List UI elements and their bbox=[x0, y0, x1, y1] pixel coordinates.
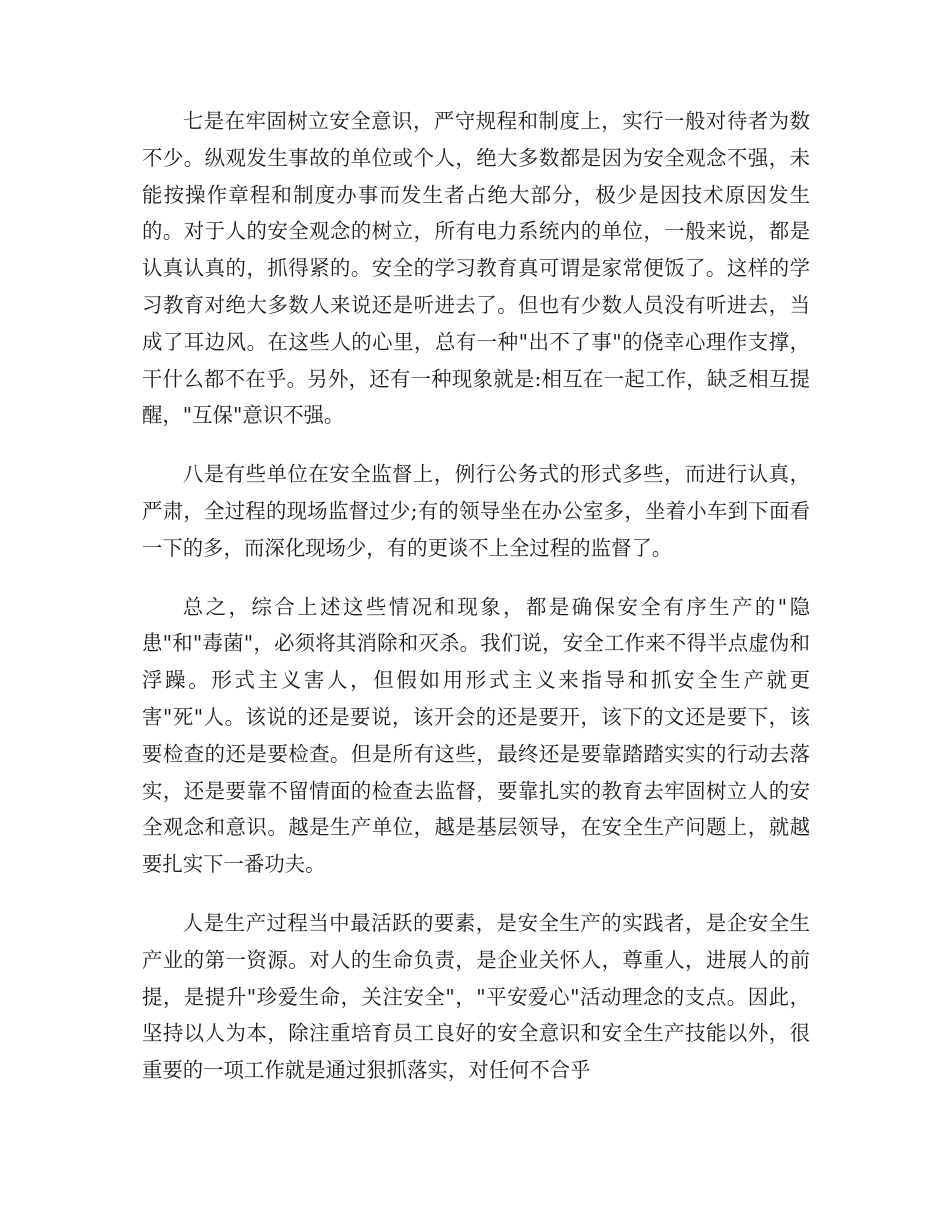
paragraph-summary: 总之，综合上述这些情况和现象，都是确保安全有序生产的"隐患"和"毒菌"，必须将其消除和灭杀。我们说，安全工作来不得半点虚伪和浮躁。形式主义害人，但假如用形式主义来指导和抓安全生产就更害"死"人。该说的还是要说，该开会的还是要开，该下的文还是要下，该要检查的还是要检查。但是所有这些，最终还是要靠踏踏实实的行动去落实，还是要靠不留情面的检查去监督，要靠扎实的教育去牢固树立人的安全观念和意识。越是生产单位，越是基层领导，在安全生产问题上，就越要扎实下一番功夫。 bbox=[142, 594, 810, 877]
paragraph-eight: 八是有些单位在安全监督上，例行公务式的形式多些，而进行认真，严肃，全过程的现场监督过少;有的领导坐在办公室多，坐着小车到下面看一下的多，而深化现场少，有的更谈不上全过程的监督了。 bbox=[142, 462, 810, 560]
document-body bbox=[142, 103, 810, 1089]
paragraph-seven: 七是在牢固树立安全意识，严守规程和制度上，实行一般对待者为数不少。纵观发生事故的单位或个人，绝大多数都是因为安全观念不强，未能按操作章程和制度办事而发生者占绝大部分，极少是因技术原因发生的。对于人的安全观念的树立，所有电力系统内的单位，一般来说，都是认真认真的，抓得紧的。安全的学习教育真可谓是家常便饭了。这样的学习教育对绝大多数人来说还是听进去了。但也有少数人员没有听进去，当成了耳边风。在这些人的心里，总有一种"出不了事"的侥幸心理作支撑，干什么都不在乎。另外，还有一种现象就是:相互在一起工作，缺乏相互提醒，"互保"意识不强。 bbox=[142, 109, 810, 428]
paragraph-people: 人是生产过程当中最活跃的要素，是安全生产的实践者，是企安全生产业的第一资源。对人的生命负责，是企业关怀人，尊重人，进展人的前提，是提升"珍爱生命，关注安全"，"平安爱心"活动理念的支点。因此，坚持以人为本，除注重培育员工良好的安全意识和安全生产技能以外，很重要的一项工作就是通过狠抓落实，对任何不合乎 bbox=[142, 910, 810, 1083]
